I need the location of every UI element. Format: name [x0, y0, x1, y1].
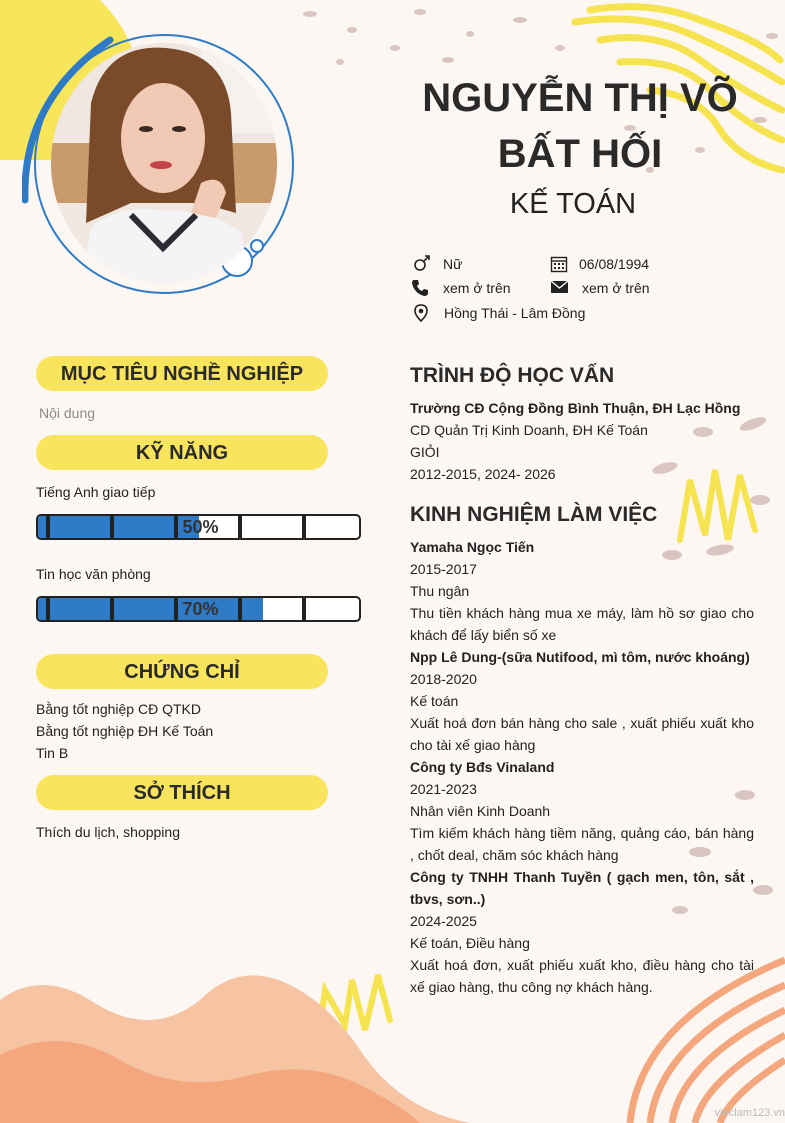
candidate-name: NGUYỄN THỊ VÕ BẤT HỐI [422, 76, 738, 176]
skills-heading: KỸ NĂNG [36, 435, 328, 470]
skill-bar [36, 514, 361, 540]
hobbies-content: Thích du lịch, shopping [36, 824, 180, 840]
gender-value: Nữ [443, 256, 463, 272]
experience-period: 2021-2023 [410, 781, 477, 797]
avatar [51, 43, 277, 283]
watermark: vieclam123.vn [714, 1107, 785, 1119]
experience-period: 2015-2017 [410, 561, 477, 577]
phone-value: xem ở trên [443, 280, 511, 296]
education-period: 2012-2015, 2024- 2026 [410, 466, 556, 482]
certificate-item: Bằng tốt nghiệp ĐH Kế Toán [36, 723, 214, 739]
skill-level-label: 70% [182, 599, 219, 619]
gender-icon [411, 255, 431, 273]
certificate-item: Tin B [36, 745, 69, 761]
experience-company: Công ty TNHH Thanh Tuyền ( gạch men, tôn, sắt , tbvs, sơn..) [410, 869, 754, 907]
experience-description: Thu tiền khách hàng mua xe máy, làm hồ sơ giao cho khách để lấy biển số xe [410, 605, 754, 643]
calendar-icon [550, 255, 570, 273]
education-block [410, 397, 754, 485]
education-major: CD Quản Trị Kinh Doanh, ĐH Kế Toán [410, 422, 648, 438]
experience-heading: KINH NGHIỆM LÀM VIỆC [410, 503, 658, 526]
experience-item [410, 646, 754, 756]
experience-description: Xuất hoá đơn bán hàng cho sale , xuất phiếu xuất kho cho tài xế giao hàng [410, 715, 754, 753]
experience-description: Tìm kiếm khách hàng tiềm năng, quảng cáo, bán hàng , chốt deal, chăm sóc khách hàng [410, 825, 754, 863]
map-pin-icon [411, 304, 431, 322]
experience-item [410, 536, 754, 646]
phone-icon [411, 279, 431, 297]
objective-heading: MỤC TIÊU NGHỀ NGHIỆP [36, 356, 328, 391]
objective-content: Nội dung [39, 405, 96, 421]
skill-name: Tiếng Anh giao tiếp [36, 484, 156, 500]
hobbies-heading: SỞ THÍCH [36, 775, 328, 810]
job-title: KẾ TOÁN [509, 188, 637, 220]
portrait-photo [51, 43, 277, 283]
experience-item [410, 866, 754, 998]
experience-position: Kế toán [410, 693, 459, 709]
skill-level-label: 50% [182, 517, 219, 537]
education-school: Trường CĐ Cộng Đồng Bình Thuận, ĐH Lạc Hồng [410, 400, 741, 416]
avatar-frame [22, 30, 297, 300]
experience-position: Kế toán, Điều hàng [410, 935, 530, 951]
skill-name: Tin học văn phòng [36, 566, 151, 582]
experience-item [410, 756, 754, 866]
experience-company: Yamaha Ngọc Tiến [410, 539, 535, 555]
birthday-value: 06/08/1994 [579, 256, 650, 272]
education-grade: GIỎI [410, 444, 440, 460]
experience-company: Npp Lê Dung-(sữa Nutifood, mì tôm, nước khoáng) [410, 649, 750, 665]
experience-position: Thu ngân [410, 583, 470, 599]
experience-period: 2018-2020 [410, 671, 477, 687]
experience-list [410, 536, 754, 998]
envelope-icon [550, 279, 570, 297]
education-heading: TRÌNH ĐỘ HỌC VẤN [410, 364, 615, 387]
experience-period: 2024-2025 [410, 913, 477, 929]
certificates-heading: CHỨNG CHỈ [36, 654, 328, 689]
email-value: xem ở trên [582, 280, 650, 296]
experience-description: Xuất hoá đơn, xuất phiếu xuất kho, điều hàng cho tài xế giao hàng, thu công nợ khách hàng. [410, 957, 754, 995]
skill-bar [36, 596, 361, 622]
experience-position: Nhân viên Kinh Doanh [410, 803, 551, 819]
certificate-item: Bằng tốt nghiệp CĐ QTKD [36, 701, 201, 717]
experience-company: Công ty Bđs Vinaland [410, 759, 555, 775]
address-value: Hồng Thái - Lâm Đồng [444, 305, 586, 321]
